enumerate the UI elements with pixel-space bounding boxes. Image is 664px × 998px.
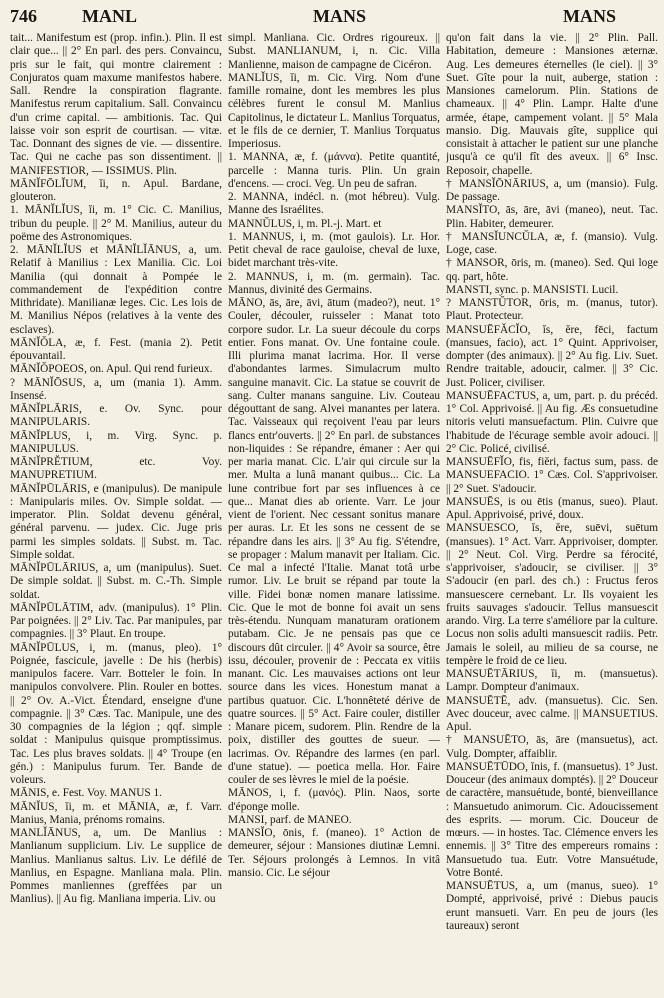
dictionary-entry: MĀNIS, e. Fest. Voy. MANUS 1. <box>10 787 163 800</box>
dictionary-entry: 2. MANNUS, i, m. (m. germain). Tac. Mannus, divinité des Germains. <box>228 270 440 296</box>
dictionary-entry: MĀNĬŎPOEOS, on. Apul. Qui rend furieux. <box>10 363 213 376</box>
dictionary-entry: MANSUĒFĬO, fis, fiĕri, factus sum, pass. de MANSUEFACIO. 1° Cæs. Col. S'apprivoiser. || 2° Suet. S'adoucir. <box>446 456 658 495</box>
dictionary-entry: MĀNOS, i, f. (μανός). Plin. Naos, sorte d'éponge molle. <box>228 787 440 813</box>
dictionary-entry: † MANSĬUNCŬLA, æ, f. (mansio). Vulg. Loge, case. <box>446 230 658 256</box>
dictionary-entry: MĀNĬPŪLUS, i, m. (manus, pleo). 1° Poignée, fascicule, javelle : De his (herbis) manipulos facere. Varr. Botteler le foin. In manipulos convolvere. Plin. Rouler en bottes. || 2° Ov. A.-Vict. Étendard, enseigne d'une compagnie. || 3° Cæs. Tac. Manipule, une des 30 compagnies de la légion ; qqf. simple soldat : Manipulus quisque promptissimus. Tac. Les plus braves soldats. || 4° Troupe (en gén.) : Manipulus furum. Ter. Bande de voleurs. <box>10 641 222 786</box>
dictionary-entry: qu'on fait dans la vie. || 2° Plin. Pall. Habitation, demeure : Mansiones æternæ. Aug. Les demeures éternelles (le ciel). || 3° Suet. Gîte pour la nuit, auberge, station : Mansiones camelorum. Plin. Stations de chameaux. || 4° Plin. Lampr. Halte d'une armée, étape, campement volant. || 5° Mala mansio. Dig. Mauvais gîte, supplice qui consistait à attacher le patient sur une planche jusqu'à ce qu'il fît des aveux. || 6° Insc. Reposoir, chapelle. <box>446 32 658 177</box>
dictionary-entry: ? MĀNĬŌSUS, a, um (mania 1). Amm. Insensé. <box>10 376 222 402</box>
dictionary-entry: MANSUĒTŪDO, ĭnis, f. (mansuetus). 1° Just. Douceur (des animaux domptés). || 2° Douceur de caractère, mansuétude, bonté, bienveillance : Mansuetudo animorum. Cic. Adoucissement des esprits. — morum. Cic. Douceur de mœurs. — in hostes. Tac. Clémence envers les ennemis. || 3° Titre des empereurs romains : Mansuetudo tua. Eutr. Votre Mansuétude, Votre Bonté. <box>446 760 658 879</box>
dictionary-entry: MANSUESCO, ĭs, ĕre, suēvi, suētum (mansues). 1° Act. Varr. Apprivoiser, dompter. || 2° Neut. Col. Virg. Perdre sa férocité, s'apprivoiser, s'adoucir, se civiliser. || 3° S'adoucir (en parl. des ch.) : Fructus feros mansuescere cernebant. Lr. Ils voyaient les fruits sauvages s'adoucir. Tellus mansuescit arando. Virg. La terre s'améliore par la culture. Locus non solis adulti mansuescit radiis. Petr. Jamais le soleil, au milieu de sa course, ne tempère le froid de ce lieu. <box>446 522 658 667</box>
dictionary-entry: simpl. Manliana. Cic. Ordres rigoureux. || Subst. MANLIANUM, i, n. Cic. Villa Manlienne, maison de campagne de Cicéron. <box>228 32 440 71</box>
dictionary-entry: 2. MĀNĬLĬUS et MĀNĬLĬĀNUS, a, um. Relatif à Manilius : Lex Manilia. Cic. Loi Manilia (qui donnait à Pompée le commandement de l'expédition contre Mithridate). Manilianæ leges. Cic. Les lois de M. Manilius Népos (relatives à la vente des esclaves). <box>10 244 222 336</box>
header-left-guideword: MANL <box>82 6 137 26</box>
dictionary-entry: MANSTI, sync. p. MANSISTI. Lucil. <box>446 283 619 296</box>
dictionary-entry: † MANSUĒTO, ās, āre (mansuetus), act. Vulg. Dompter, affaiblir. <box>446 734 658 760</box>
dictionary-entry: MANSUĒS, is ou ētis (manus, sueo). Plaut. Apul. Apprivoisé, privé, doux. <box>446 495 658 521</box>
dictionary-entry: MĀNĬFŌLĬUM, ĭi, n. Apul. Bardane, glouteron. <box>10 177 222 203</box>
dictionary-entry: MANLĬUS, ĭi, m. Cic. Virg. Nom d'une famille romaine, dont les membres les plus célèbres furent le consul M. Manlius Capitolinus, le dictateur L. Manlius Torquatus, et le fils de ce dernier, T. Manlius Torquatus Imperiosus. <box>228 71 440 150</box>
column-left <box>10 32 222 994</box>
header-right-guideword: MANS <box>563 6 616 26</box>
dictionary-entry: MANSUĒTUS, a, um (manus, sueo). 1° Dompté, apprivoisé, privé : Diebus paucis erunt mansueti. Varr. En peu de jours (les taureaux) seront <box>446 880 658 932</box>
dictionary-entry: MANNŬLUS, i, m. Pl.-j. Mart. et <box>228 217 382 230</box>
page-number: 746 <box>10 6 37 26</box>
dictionary-entry: MĀNĬPRĔTIUM, etc. Voy. MANUPRETIUM. <box>10 456 222 482</box>
dictionary-entry: MANSUĒTĀRIUS, ĭi, m. (mansuetus). Lampr. Dompteur d'animaux. <box>446 668 658 694</box>
column-middle <box>228 32 440 994</box>
dictionary-entry: 1. MANNUS, i, m. (mot gaulois). Lr. Hor. Petit cheval de race gauloise, cheval de luxe, bidet marchant très-vite. <box>228 230 440 270</box>
dictionary-entry: MĀNĬPŪLĀRIUS, a, um (manipulus). Suet. De simple soldat. || Subst. m. C.-Th. Simple soldat. <box>10 562 222 601</box>
dictionary-entry: MANSUĒFACTUS, a, um, part. p. du précéd. 1° Col. Apprivoisé. || Au fig. Æs consuetudine nitoris veluti mansuefactum. Plin. Cuivre que l'habitude de l'écurage semble avoir adouci. || 2° Cic. Policé, civilisé. <box>446 389 658 455</box>
dictionary-entry: MĀNĬPŪLĀTIM, adv. (manipulus). 1° Plin. Par poignées. || 2° Liv. Tac. Par manipules, par compagnies. || 3° Plaut. En troupe. <box>10 601 222 641</box>
dictionary-entry: MĀNĬUS, ĭi, m. et MĀNIA, æ, f. Varr. Manius, Mania, prénoms romains. <box>10 800 222 826</box>
dictionary-entry: † MANSOR, ōris, m. (maneo). Sed. Qui loge qq. part, hôte. <box>446 257 658 283</box>
dictionary-entry: MĀNĬPŪLĀRIS, e (manipulus). De manipule : Manipularis miles. Ov. Simple soldat. — imperator. Plin. Soldat devenu général, général parvenu. — judex. Cic. Juge pris parmi les simples soldats. || Subst. m. Tac. Simple soldat. <box>10 482 222 561</box>
dictionary-entry: tait... Manifestum est (prop. infin.). Plin. Il est clair que... || 2° En parl. des pers. Convaincu, pris sur le fait, qui montre clairement : Conjuratos quam maxume manifestos habere. Sall. Rendre la conspiration flagrante. Manifestus rerum capitalium. Sall. Convaincu d'un crime capital. — ambitionis. Tac. Qui laisse voir son esprit de courtisan. — vitæ. Tac. Donnant des signes de vie. — dissentire. Tac. Qui ne cache pas son dissentiment. || MANIFESTIOR, — ISSIMUS. Plin. <box>10 32 222 177</box>
dictionary-entry: 1. MĀNĬLĬUS, ĭi, m. 1° Cic. C. Manilius, tribun du peuple. || 2° M. Manilius, auteur du poëme des Astronomiques. <box>10 204 222 243</box>
dictionary-entry: MĀNĬPLUS, i, m. Virg. Sync. p. MANIPULUS. <box>10 429 222 455</box>
dictionary-entry: MANSI, parf. de MANEO. <box>228 813 352 826</box>
dictionary-entry: MANSĬO, ōnis, f. (maneo). 1° Action de demeurer, séjour : Mansiones diutinæ Lemni. Ter. Séjours prolongés à Lemnos. In vitâ mansio. Cic. Le séjour <box>228 827 440 879</box>
dictionary-entry: ? MANSTŬTOR, ōris, m. (manus, tutor). Plaut. Protecteur. <box>446 297 658 323</box>
dictionary-entry: MĀNO, ās, āre, āvi, ātum (madeo?), neut. 1° Couler, découler, ruisseler : Manat toto corpore sudor. Lr. La sueur découle du corps entier. Fons manat. Ov. Une fontaine coule. Illi plurima manat lacrima. Hor. Il verse d'abondantes larmes. Simulacrum multo sanguine manavit. Cic. La statue se couvrit de sang. Culter manans sanguine. Liv. Couteau dégouttant de sang. Alvei manantes per latera. Tac. Vaisseaux qui reçoivent l'eau par leurs flancs entr'ouverts. || 2° En parl. de substances non-liquides : Se répandre, émaner : Aer qui per maria manat. Cic. L'air qui circule sur la mer. Multa a lunâ manant quibus... Cic. La lune contribue fort par ses influences à ce que... Manat dies ab oriente. Varr. Le jour vient de l'orient. Nec cessant sonitus manare per auras. Lr. Et les sons ne cessent de se répandre dans les airs. || 3° Au fig. S'étendre, se propager : Malum manavit per Italiam. Cic. Ce mal a infecté l'Italie. Manat totâ urbe rumor. Liv. Le bruit se répand par toute la ville. Fidei bonæ nomen manare latissime. Cic. Que le mot de bonne foi avait un sens très-étendu. Nunquam manaturam orationem putabam. Cic. Je ne pensais pas que ce discours dût circuler. || 4° Avoir sa source, être issu, découler, provenir de : Peccata ex vitiis manant. Cic. Les mauvaises actions ont leur source dans les vices. Honestum manat a partibus quatuor. Cic. L'honnêteté dérive de quatre sources. || 5° Act. Faire couler, distiller : Manare picem, sudorem. Plin. Rendre de la poix, distiller des gouttes de sueur. — lacrimas. Ov. Répandre des larmes (en parl. d'une statue). — poetica mella. Hor. Faire couler de ses lèvres le miel de la poésie. <box>228 297 440 786</box>
dictionary-entry: MANSĬTO, ās, āre, āvi (maneo), neut. Tac. Plin. Habiter, demeurer. <box>446 204 658 230</box>
dictionary-entry: 1. MANNA, æ, f. (μάννα). Petite quantité, parcelle : Manna turis. Plin. Un grain d'encens. — croci. Veg. Un peu de safran. <box>228 151 440 190</box>
header-center-guideword: MANS <box>313 6 366 26</box>
dictionary-entry: 2. MANNA, indécl. n. (mot hébreu). Vulg. Manne des Israélites. <box>228 191 440 217</box>
column-right <box>446 32 658 994</box>
running-header <box>10 4 654 30</box>
dictionary-entry: MĀNĬPLĀRIS, e. Ov. Sync. pour MANIPULARIS. <box>10 403 222 429</box>
dictionary-entry: MANLĬĀNUS, a, um. De Manlius : Manlianum supplicium. Liv. Le supplice de Manlius. Manlianus saltus. Liv. Le défilé de Manlius, en Espagne. Manliana mala. Plin. Pommes manliennes (greffées par un Manlius). || Au fig. Manliana imperia. Liv. ou <box>10 827 222 906</box>
dictionary-entry: MĀNĬŎLA, æ, f. Fest. (mania 2). Petit épouvantail. <box>10 336 222 362</box>
dictionary-entry: † MANSĬŌNĀRIUS, a, um (mansio). Fulg. De passage. <box>446 177 658 203</box>
dictionary-entry: MANSUĒTĒ, adv. (mansuetus). Cic. Sen. Avec douceur, avec calme. || MANSUETIUS. Apul. <box>446 694 658 733</box>
dictionary-entry: MANSUĒFĂCĬO, ĭs, ĕre, fēci, factum (mansues, facio), act. 1° Quint. Apprivoiser, dompter (des animaux). || 2° Au fig. Liv. Suet. Rendre traitable, adoucir, calmer. || 3° Cic. Just. Policer, civiliser. <box>446 323 658 389</box>
text-columns <box>10 32 658 994</box>
